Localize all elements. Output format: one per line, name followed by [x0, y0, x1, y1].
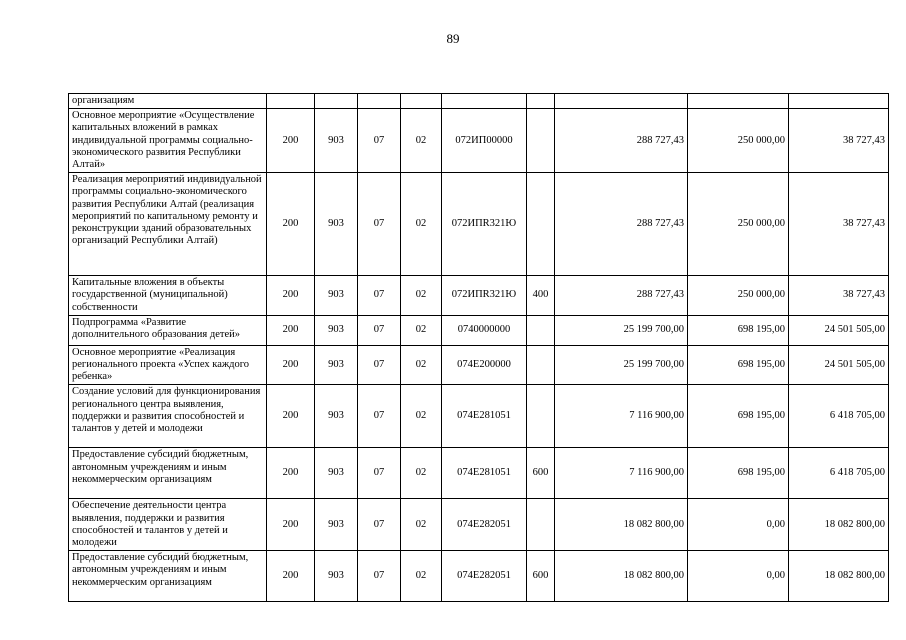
row-chapter-code: 903 — [315, 551, 358, 602]
row-regional-amount: 24 501 505,00 — [789, 315, 889, 345]
row-federal-amount: 0,00 — [688, 499, 789, 551]
row-federal-amount: 698 195,00 — [688, 315, 789, 345]
row-federal-amount: 250 000,00 — [688, 173, 789, 276]
row-target-article: 072ИПR321Ю — [442, 276, 527, 316]
table-row — [69, 173, 889, 276]
row-name: Создание условий для функционирования регионального центра выявления, поддержки и развития способностей и талантов у детей и молодежи — [69, 385, 267, 448]
page-number: 89 — [446, 31, 460, 46]
row-expense-type — [527, 109, 555, 173]
row-section-code: 07 — [358, 345, 401, 385]
row-total-amount — [555, 94, 688, 109]
row-chapter-code: 903 — [315, 276, 358, 316]
row-section-code: 07 — [358, 551, 401, 602]
row-section-code: 07 — [358, 109, 401, 173]
row-name: Предоставление субсидий бюджетным, автономным учреждениям и иным некоммерческим организациям — [69, 448, 267, 499]
row-regional-amount: 18 082 800,00 — [789, 551, 889, 602]
table-body — [69, 94, 889, 602]
row-subsection-code: 02 — [401, 173, 442, 276]
row-target-article — [442, 94, 527, 109]
row-subsection-code: 02 — [401, 385, 442, 448]
row-expense-type: 600 — [527, 448, 555, 499]
table-row — [69, 276, 889, 316]
row-section-code: 07 — [358, 173, 401, 276]
row-expense-type — [527, 315, 555, 345]
row-total-amount: 25 199 700,00 — [555, 345, 688, 385]
row-expense-type: 400 — [527, 276, 555, 316]
row-total-amount: 7 116 900,00 — [555, 385, 688, 448]
row-subsection-code: 02 — [401, 345, 442, 385]
row-subsection-code: 02 — [401, 109, 442, 173]
table-row — [69, 385, 889, 448]
row-target-article: 0740000000 — [442, 315, 527, 345]
row-target-article: 074E281051 — [442, 385, 527, 448]
row-admin-code: 200 — [267, 448, 315, 499]
row-total-amount: 288 727,43 — [555, 173, 688, 276]
row-target-article: 072ИПR321Ю — [442, 173, 527, 276]
row-chapter-code: 903 — [315, 499, 358, 551]
row-chapter-code — [315, 94, 358, 109]
row-regional-amount: 18 082 800,00 — [789, 499, 889, 551]
row-name: Предоставление субсидий бюджетным, автономным учреждениям и иным некоммерческим организациям — [69, 551, 267, 602]
row-total-amount: 18 082 800,00 — [555, 499, 688, 551]
row-federal-amount — [688, 94, 789, 109]
row-name: организациям — [69, 94, 267, 109]
row-federal-amount: 698 195,00 — [688, 385, 789, 448]
row-regional-amount: 24 501 505,00 — [789, 345, 889, 385]
row-expense-type — [527, 385, 555, 448]
row-name: Капитальные вложения в объекты государственной (муниципальной) собственности — [69, 276, 267, 316]
row-section-code — [358, 94, 401, 109]
table-row — [69, 499, 889, 551]
row-section-code: 07 — [358, 499, 401, 551]
row-chapter-code: 903 — [315, 109, 358, 173]
row-target-article: 072ИП00000 — [442, 109, 527, 173]
row-regional-amount: 6 418 705,00 — [789, 385, 889, 448]
table-row — [69, 448, 889, 499]
row-chapter-code: 903 — [315, 448, 358, 499]
row-total-amount: 288 727,43 — [555, 276, 688, 316]
row-chapter-code: 903 — [315, 173, 358, 276]
table-row — [69, 315, 889, 345]
row-section-code: 07 — [358, 276, 401, 316]
row-admin-code: 200 — [267, 551, 315, 602]
row-subsection-code: 02 — [401, 315, 442, 345]
row-federal-amount: 0,00 — [688, 551, 789, 602]
row-admin-code: 200 — [267, 173, 315, 276]
row-regional-amount: 38 727,43 — [789, 173, 889, 276]
row-section-code: 07 — [358, 448, 401, 499]
row-target-article: 074E281051 — [442, 448, 527, 499]
table-row — [69, 109, 889, 173]
row-regional-amount — [789, 94, 889, 109]
row-admin-code: 200 — [267, 315, 315, 345]
row-total-amount: 7 116 900,00 — [555, 448, 688, 499]
row-admin-code: 200 — [267, 109, 315, 173]
row-admin-code: 200 — [267, 385, 315, 448]
row-subsection-code: 02 — [401, 276, 442, 316]
row-admin-code: 200 — [267, 345, 315, 385]
row-expense-type — [527, 94, 555, 109]
row-total-amount: 25 199 700,00 — [555, 315, 688, 345]
row-target-article: 074E200000 — [442, 345, 527, 385]
row-name: Основное мероприятие «Реализация регионального проекта «Успех каждого ребенка» — [69, 345, 267, 385]
row-name: Реализация мероприятий индивидуальной программы социально-экономического развития Республики Алтай (реализация мероприятий по капитальному ремонту и реконструкции зданий образовательных организаций Республики Алтай) — [69, 173, 267, 276]
row-name: Обеспечение деятельности центра выявления, поддержки и развития способностей и талантов у детей и молодежи — [69, 499, 267, 551]
row-admin-code: 200 — [267, 499, 315, 551]
row-chapter-code: 903 — [315, 315, 358, 345]
row-chapter-code: 903 — [315, 345, 358, 385]
row-federal-amount: 250 000,00 — [688, 276, 789, 316]
table-row — [69, 551, 889, 602]
table-row — [69, 345, 889, 385]
row-expense-type — [527, 499, 555, 551]
row-regional-amount: 6 418 705,00 — [789, 448, 889, 499]
row-expense-type — [527, 173, 555, 276]
row-subsection-code — [401, 94, 442, 109]
row-section-code: 07 — [358, 315, 401, 345]
row-federal-amount: 250 000,00 — [688, 109, 789, 173]
row-regional-amount: 38 727,43 — [789, 109, 889, 173]
row-federal-amount: 698 195,00 — [688, 448, 789, 499]
row-subsection-code: 02 — [401, 551, 442, 602]
row-subsection-code: 02 — [401, 448, 442, 499]
row-admin-code: 200 — [267, 276, 315, 316]
budget-table — [68, 93, 889, 602]
row-target-article: 074E282051 — [442, 499, 527, 551]
row-section-code: 07 — [358, 385, 401, 448]
row-total-amount: 18 082 800,00 — [555, 551, 688, 602]
row-chapter-code: 903 — [315, 385, 358, 448]
row-name: Основное мероприятие «Осуществление капитальных вложений в рамках индивидуальной программы социально-экономического развития Республики Алтай» — [69, 109, 267, 173]
row-expense-type — [527, 345, 555, 385]
row-federal-amount: 698 195,00 — [688, 345, 789, 385]
row-name: Подпрограмма «Развитие дополнительного образования детей» — [69, 315, 267, 345]
row-target-article: 074E282051 — [442, 551, 527, 602]
row-admin-code — [267, 94, 315, 109]
row-subsection-code: 02 — [401, 499, 442, 551]
row-total-amount: 288 727,43 — [555, 109, 688, 173]
row-regional-amount: 38 727,43 — [789, 276, 889, 316]
row-expense-type: 600 — [527, 551, 555, 602]
table-row — [69, 94, 889, 109]
